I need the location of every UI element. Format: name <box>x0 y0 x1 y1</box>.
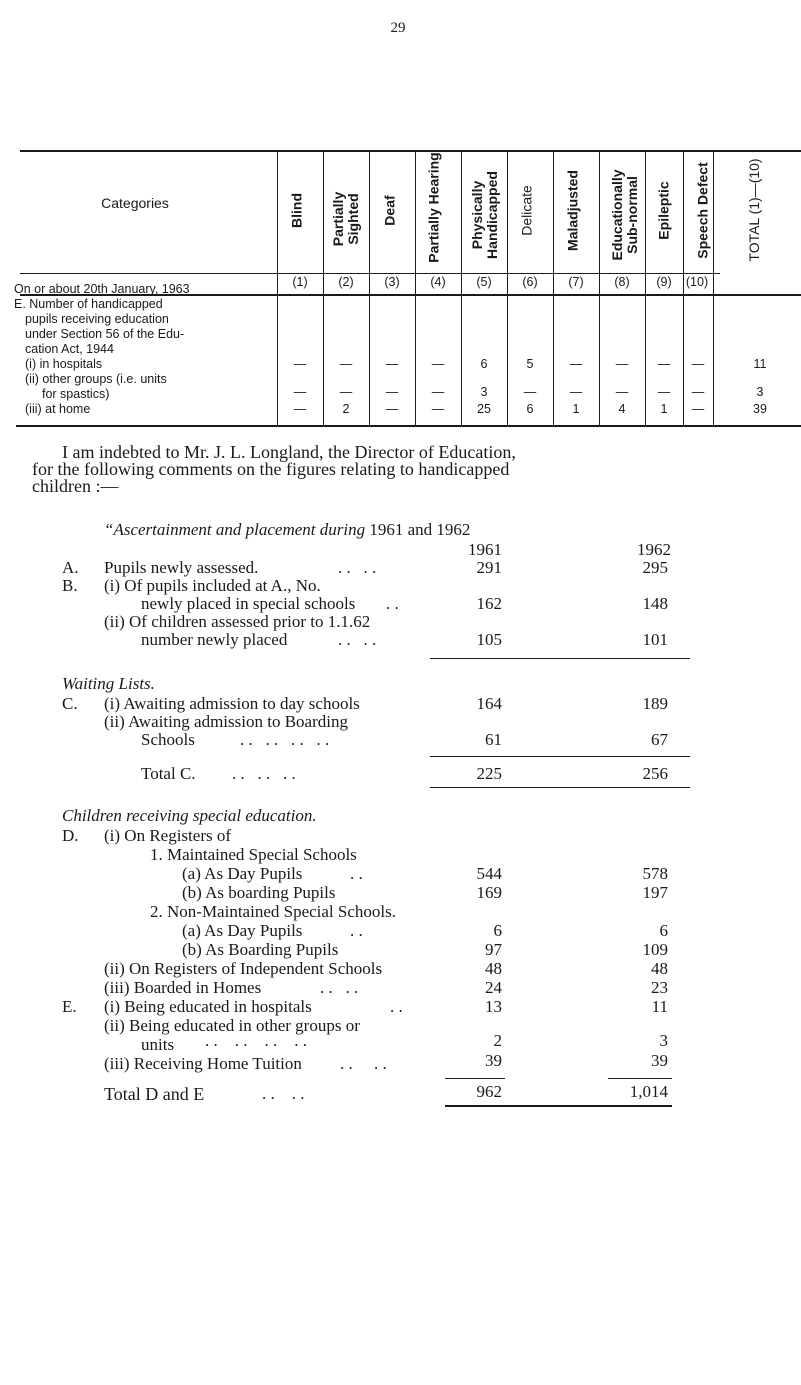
total-DE-label: Total D and E <box>104 1084 205 1104</box>
year-1962: 1962 <box>637 540 671 559</box>
cell: — <box>569 385 583 399</box>
value-D-ii-1962: 48 <box>651 959 668 978</box>
intro-line-1: I am indebted to Mr. J. L. Longland, the Director of Education, <box>62 442 516 462</box>
text-E-ii-1: (ii) Being educated in other groups or <box>104 1016 360 1035</box>
total-DE-1961: 962 <box>476 1082 502 1101</box>
value-C-ii-1962: 67 <box>651 730 668 749</box>
value-D-1a-1961: 544 <box>476 864 502 883</box>
cell: — <box>615 357 629 371</box>
text-E-ii-2: units <box>141 1035 175 1054</box>
cell: 25 <box>477 402 491 416</box>
special-education-heading: Children receiving special education. <box>62 806 317 825</box>
cell: — <box>431 357 445 371</box>
total-DE-1962: 1,014 <box>629 1082 668 1101</box>
col-number: (2) <box>338 275 354 289</box>
text-C-ii-2: Schools <box>141 730 195 749</box>
cell: — <box>523 385 537 399</box>
col-header-total: TOTAL (1)—(10) <box>746 158 762 262</box>
row-text: (i) in hospitals <box>25 357 103 371</box>
cell: — <box>293 402 307 416</box>
text-C-ii-1: (ii) Awaiting admission to Boarding <box>104 712 348 731</box>
cell: 39 <box>753 402 767 416</box>
text-B-ii-1: (ii) Of children assessed prior to 1.1.62 <box>104 612 371 631</box>
col-number: (10) <box>685 275 709 289</box>
value-E-i-1961: 13 <box>485 997 502 1016</box>
label-B: B. <box>62 576 78 595</box>
categories-header: Categories <box>101 195 169 211</box>
row-text: (ii) other groups (i.e. units <box>25 372 167 386</box>
value-E-i-1962: 11 <box>651 997 668 1016</box>
label-A: A. <box>62 558 79 577</box>
col-header-deaf: Deaf <box>381 195 398 226</box>
value-A-1961: 291 <box>476 558 502 577</box>
row-text: E. Number of handicapped <box>14 297 163 311</box>
intro-line-3: children :— <box>32 476 119 496</box>
text-E-iii: (iii) Receiving Home Tuition <box>104 1054 302 1073</box>
col-number: (3) <box>384 275 400 289</box>
value-B-i-1962: 148 <box>642 594 668 613</box>
cell: 5 <box>526 357 534 371</box>
value-D-iii-1962: 23 <box>651 978 668 997</box>
cell: — <box>691 357 705 371</box>
col-header-blind: Blind <box>288 193 305 228</box>
cell: — <box>385 402 399 416</box>
text-B-i-1: (i) Of pupils included at A., No. <box>104 576 321 595</box>
cell: — <box>385 385 399 399</box>
label-E: E. <box>62 997 77 1016</box>
value-E-ii-1962: 3 <box>659 1031 668 1050</box>
label-D: D. <box>62 826 79 845</box>
row-text: under Section 56 of the Edu- <box>25 327 185 341</box>
text-D-1: 1. Maintained Special Schools <box>150 845 357 864</box>
col-header-partially-sighted: Partially Sighted <box>330 191 361 247</box>
ascertainment-heading: “Ascertainment and placement during 1961 and 1962 <box>104 520 471 539</box>
value-B-ii-1962: 101 <box>642 630 668 649</box>
value-D-iii-1961: 24 <box>485 978 502 997</box>
total-C-1961: 225 <box>476 764 502 783</box>
row-text: (iii) at home <box>25 402 91 416</box>
cell: 6 <box>480 357 488 371</box>
col-number: (1) <box>292 275 308 289</box>
value-D-1b-1962: 197 <box>642 883 668 902</box>
text-A: Pupils newly assessed. <box>104 558 259 577</box>
cell: 1 <box>660 402 668 416</box>
value-D-2b-1962: 109 <box>642 940 668 959</box>
cell: — <box>293 385 307 399</box>
cell: — <box>385 357 399 371</box>
col-number: (9) <box>656 275 672 289</box>
value-C-ii-1961: 61 <box>485 730 502 749</box>
year-1961: 1961 <box>468 540 502 559</box>
value-D-1b-1961: 169 <box>476 883 502 902</box>
text-D-2a: (a) As Day Pupils <box>182 921 303 940</box>
row-text: for spastics) <box>42 387 110 401</box>
col-number: (5) <box>476 275 492 289</box>
col-number: (6) <box>522 275 538 289</box>
col-header-physically-handicapped: Physically Handicapped <box>469 171 500 259</box>
col-header-educationally-sub-normal: Educationally Sub-normal <box>609 169 640 261</box>
text-D-iii: (iii) Boarded in Homes <box>104 978 262 997</box>
cell: 3 <box>756 385 764 399</box>
value-E-iii-1961: 39 <box>485 1051 502 1070</box>
text-D-2: 2. Non-Maintained Special Schools. <box>150 902 396 921</box>
value-D-2a-1961: 6 <box>493 921 502 940</box>
col-header-partially-hearing: Partially Hearing <box>425 152 442 263</box>
cell: — <box>431 385 445 399</box>
col-number: (8) <box>614 275 630 289</box>
text-D-ii: (ii) On Registers of Independent Schools <box>104 959 383 978</box>
value-D-ii-1961: 48 <box>485 959 502 978</box>
label-C: C. <box>62 694 78 713</box>
cell: 11 <box>753 357 767 371</box>
text-D-1b: (b) As boarding Pupils <box>182 883 336 902</box>
value-D-1a-1962: 578 <box>642 864 668 883</box>
value-A-1962: 295 <box>642 558 668 577</box>
row-text: cation Act, 1944 <box>25 342 114 356</box>
cell: 1 <box>572 402 580 416</box>
cell: — <box>615 385 629 399</box>
cell: — <box>691 402 705 416</box>
value-B-i-1961: 162 <box>476 594 502 613</box>
cell: — <box>339 385 353 399</box>
waiting-lists-heading: Waiting Lists. <box>62 674 155 693</box>
value-C-i-1962: 189 <box>642 694 668 713</box>
text-B-ii-2: number newly placed <box>141 630 288 649</box>
cell: 6 <box>526 402 534 416</box>
col-header-speech-defect: Speech Defect <box>694 162 711 259</box>
value-C-i-1961: 164 <box>476 694 502 713</box>
cell: — <box>293 357 307 371</box>
row-text: On or about 20th January, 1963 <box>14 282 190 296</box>
total-C-label: Total C. <box>141 764 196 783</box>
value-B-ii-1961: 105 <box>476 630 502 649</box>
total-C-1962: 256 <box>642 764 668 783</box>
cell: — <box>431 402 445 416</box>
cell: 4 <box>618 402 626 416</box>
value-D-2b-1961: 97 <box>485 940 502 959</box>
cell: 2 <box>342 402 350 416</box>
text-D-1a: (a) As Day Pupils <box>182 864 303 883</box>
text-B-i-2: newly placed in special schools <box>141 594 356 613</box>
page-number: 29 <box>390 20 406 36</box>
value-E-ii-1961: 2 <box>493 1031 502 1050</box>
text-D-i: (i) On Registers of <box>104 826 232 845</box>
text-E-i: (i) Being educated in hospitals <box>104 997 312 1016</box>
row-text: pupils receiving education <box>25 312 169 326</box>
cell: — <box>569 357 583 371</box>
cell: — <box>691 385 705 399</box>
cell: — <box>339 357 353 371</box>
text-D-2b: (b) As Boarding Pupils <box>182 940 339 959</box>
text-C-i: (i) Awaiting admission to day schools <box>104 694 360 713</box>
col-number: (7) <box>568 275 584 289</box>
intro-line-2: for the following comments on the figures relating to handicapped <box>32 459 510 479</box>
cell: — <box>657 357 671 371</box>
col-header-maladjusted: Maladjusted <box>564 170 581 251</box>
col-header-epileptic: Epileptic <box>655 181 672 240</box>
cell: 3 <box>480 385 488 399</box>
handicapped-pupils-table <box>0 150 801 296</box>
value-D-2a-1962: 6 <box>659 921 668 940</box>
cell: — <box>657 385 671 399</box>
col-number: (4) <box>430 275 446 289</box>
col-header-delicate: Delicate <box>518 185 535 236</box>
value-E-iii-1962: 39 <box>651 1051 668 1070</box>
